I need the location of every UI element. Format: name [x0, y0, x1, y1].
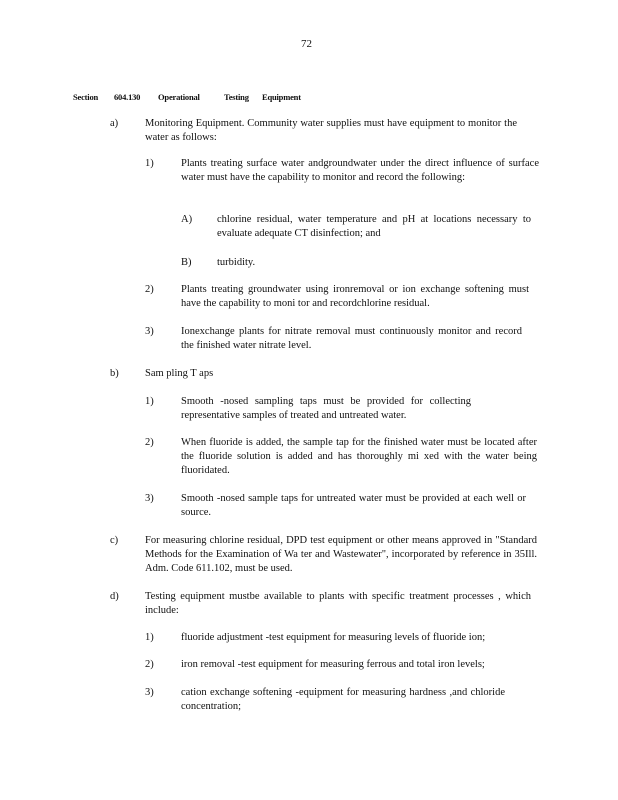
section-title-word-2: Testing: [224, 92, 249, 102]
d-item-3-text: cation exchange softening -equipment for measuring hardness ,and chloride concentration;: [181, 687, 505, 712]
page-number: 72: [301, 38, 312, 50]
b-item-2-text: When fluoride is added, the sample tap for the finished water must be located after the fluoride solution is added and has thoroughly mi xed with the water being fluoridated.: [181, 437, 537, 476]
a-item-2-marker: 2): [145, 284, 154, 295]
d-item-1-marker: 1): [145, 632, 154, 643]
d-item-2-marker: 2): [145, 659, 154, 670]
a-item-1-sub-A-text: chlorine residual, water temperature and pH at locations necessary to evaluate adequate CT disinfection; and: [217, 214, 531, 239]
b-item-2-marker: 2): [145, 437, 154, 448]
subsection-b-heading: Sam pling T aps: [145, 368, 214, 379]
b-item-1-text: Smooth -nosed sampling taps must be provided for collecting representative samples of treated and untreated water.: [181, 396, 471, 421]
a-item-1-sub-B-marker: B): [181, 257, 192, 268]
a-item-2-text: Plants treating groundwater using ironremoval or ion exchange softening must have the capability to moni tor and recordchlorine residual.: [181, 284, 529, 309]
d-item-1-text: fluoride adjustment -test equipment for measuring levels of fluoride ion;: [181, 632, 486, 643]
a-item-3-marker: 3): [145, 326, 154, 337]
a-item-1-sub-B-text: turbidity.: [217, 257, 256, 268]
subsection-d-text: Testing equipment mustbe available to plants with specific treatment processes , which include:: [145, 591, 531, 616]
d-item-2-text: iron removal -test equipment for measuring ferrous and total iron levels;: [181, 659, 485, 670]
a-item-1-text: Plants treating surface water andgroundwater under the direct influence of surface water must have the capability to monitor and record the following:: [181, 158, 539, 183]
a-item-3-text: Ionexchange plants for nitrate removal must continuously monitor and record the finished water nitrate level.: [181, 326, 522, 351]
a-item-1-sub-A-marker: A): [181, 214, 193, 225]
b-item-1-marker: 1): [145, 396, 154, 407]
b-item-3-text: Smooth -nosed sample taps for untreated water must be provided at each well or source.: [181, 493, 526, 518]
subsection-c-text: For measuring chlorine residual, DPD test equipment or other means approved in "Standard Methods for the Examination of Wa ter and Wastewater", incorporated by reference in 35Ill. Adm. Code 611.102, must be used.: [145, 535, 537, 574]
subsection-b-marker: b): [110, 368, 119, 379]
section-title-word-1: Operational: [158, 92, 200, 102]
section-number: 604.130: [114, 92, 141, 102]
section-title-word-3: Equipment: [262, 92, 301, 102]
subsection-c-marker: c): [110, 535, 119, 546]
subsection-a-marker: a): [110, 118, 119, 129]
a-item-1-marker: 1): [145, 158, 154, 169]
d-item-3-marker: 3): [145, 687, 154, 698]
section-label: Section: [73, 92, 99, 102]
subsection-d-marker: d): [110, 591, 119, 602]
subsection-a-text: Monitoring Equipment. Community water supplies must have equipment to monitor the water as follows:: [145, 118, 517, 143]
b-item-3-marker: 3): [145, 493, 154, 504]
